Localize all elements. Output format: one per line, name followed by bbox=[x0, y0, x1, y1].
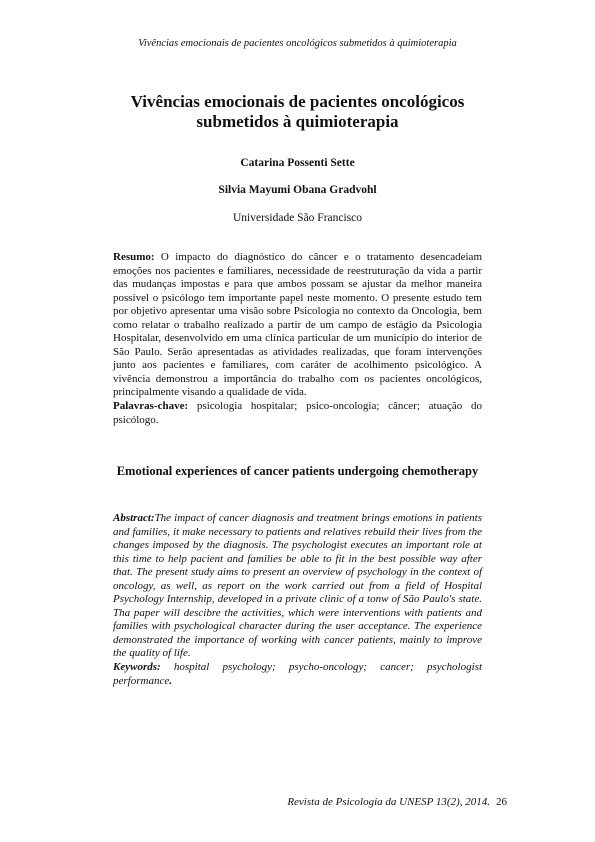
abstract-text: The impact of cancer diagnosis and treatment brings emotions in patients and families, it make necessary to patients and relatives rebuild their lives from the changes imposed by the diagnosis. The psychologist executes an important role at this time to help pacient and families be able to fit in the best possible way after that. The present study aims to present an overview of psychology in the context of oncology, as well, as report on the work carried out from a field of Hospital Psychology Internship, developed in a private clinic of a tonw of São Paulo's state. Tha paper will descibre the activities, which were interventions with patients and families with psychological character during the user acceptance. The experience demonstrated the importance of working with cancer patients, mainly to improve the quality of life. bbox=[113, 512, 482, 660]
abstract-block bbox=[113, 512, 482, 688]
abstract-paragraph bbox=[113, 512, 482, 661]
palavras-chave-paragraph bbox=[113, 400, 482, 427]
affiliation: Universidade São Francisco bbox=[232, 212, 363, 224]
author-2: Silvia Mayumi Obana Gradvohl bbox=[218, 184, 377, 196]
abstract-label: Abstract: bbox=[113, 512, 155, 524]
resumo-paragraph bbox=[113, 251, 482, 400]
keywords-end: . bbox=[169, 674, 172, 687]
keywords-label: Keywords: bbox=[113, 661, 161, 674]
palavras-chave-text: psicologia hospitalar; psico-oncologia; câncer; atuação do psicólogo. bbox=[113, 400, 482, 426]
page-number: 26 bbox=[496, 796, 507, 808]
keywords-text: hospital psychology; psycho-oncology; cancer; psychologist performance bbox=[113, 661, 482, 687]
running-header: Vivências emocionais de pacientes oncológicos submetidos à quimioterapia bbox=[138, 38, 457, 49]
journal-footer: Revista de Psicologia da UNESP 13(2), 2014. bbox=[287, 796, 490, 808]
keywords-paragraph bbox=[113, 661, 482, 688]
article-title: Vivências emocionais de pacientes oncológicos submetidos à quimioterapia bbox=[130, 92, 465, 131]
author-1: Catarina Possenti Sette bbox=[240, 157, 355, 169]
resumo-block bbox=[113, 251, 482, 427]
english-title: Emotional experiences of cancer patients undergoing chemotherapy bbox=[116, 464, 479, 478]
resumo-text: O impacto do diagnóstico do câncer e o tratamento desencadeiam emoções nos pacientes e familiares, necessidade de reestruturação da vida a partir das mudanças impostas e para que ambos possam se ajustar da melhor maneira possível o psicólogo tem importante papel neste momento. O presente estudo tem por objetivo apresentar uma visão sobre Psicologia no contexto da Oncologia, bem como relatar o trabalho realizado a partir de um campo de estágio da Psicologia Hospitalar, desenvolvido em uma clínica particular de um município do interior de São Paulo. Serão apresentadas as atividades realizadas, que foram intervenções junto aos pacientes e familiares, com caráter de acolhimento psicológico. A vivência demonstrou a importância do trabalho com os pacientes oncológicos, principalmente visando a qualidade de vida. bbox=[113, 251, 482, 399]
palavras-chave-label: Palavras-chave: bbox=[113, 400, 189, 413]
resumo-label: Resumo: bbox=[113, 251, 155, 263]
